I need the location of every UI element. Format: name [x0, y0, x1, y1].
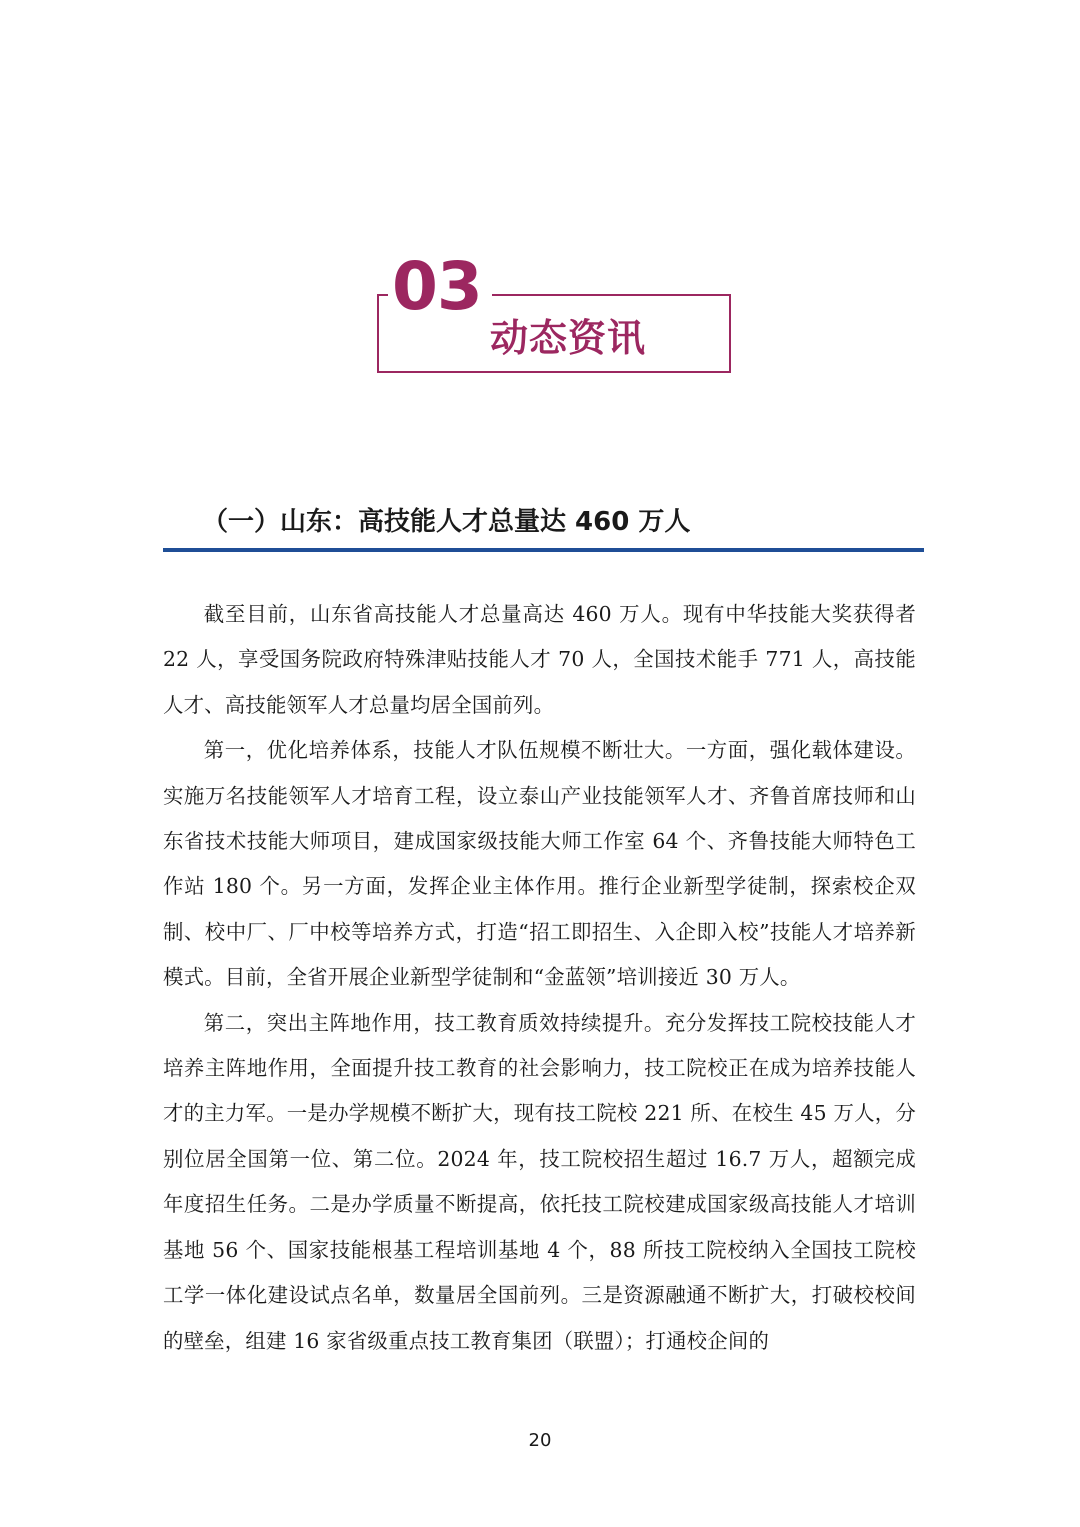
paragraph: 第一，优化培养体系，技能人才队伍规模不断壮大。一方面，强化载体建设。实施万名技能领军人才培育工程，设立泰山产业技能领军人才、齐鲁首席技师和山东省技术技能大师项目，建成国家级技能大师工作室 64 个、齐鲁技能大师特色工作站 180 个。另一方面，发挥企业主体作用。推行企业新型学徒制，探索校企双制、校中厂、厂中校等培养方式，打造“招工即招生、入企即入校”技能人才培养新模式。目前，全省开展企业新型学徒制和“金蓝领”培训接近 30 万人。: [163, 738, 916, 990]
section-divider: [163, 548, 924, 552]
page-number: 20: [528, 1430, 552, 1451]
section-heading: （一）山东：高技能人才总量达 460 万人: [202, 507, 691, 537]
paragraph: 截至目前，山东省高技能人才总量高达 460 万人。现有中华技能大奖获得者 22 人，享受国务院政府特殊津贴技能人才 70 人，全国技术能手 771 人，高技能人才、高技能领军人才总量均居全国前列。: [163, 602, 916, 717]
article-body: [163, 592, 916, 1364]
chapter-number: 03: [388, 248, 492, 326]
chapter-title: 动态资讯: [490, 316, 647, 360]
paragraph: 第二，突出主阵地作用，技工教育质效持续提升。充分发挥技工院校技能人才培养主阵地作用，全面提升技工教育的社会影响力，技工院校正在成为培养技能人才的主力军。一是办学规模不断扩大，现有技工院校 221 所、在校生 45 万人，分别位居全国第一位、第二位。2024 年，技工院校招生超过 16.7 万人，超额完成年度招生任务。二是办学质量不断提高，依托技工院校建成国家级高技能人才培训基地 56 个、国家技能根基工程培训基地 4 个，88 所技工院校纳入全国技工院校工学一体化建设试点名单，数量居全国前列。三是资源融通不断扩大，打破校校间的壁垒，组建 16 家省级重点技工教育集团（联盟）；打通校企间的: [163, 1010, 916, 1353]
